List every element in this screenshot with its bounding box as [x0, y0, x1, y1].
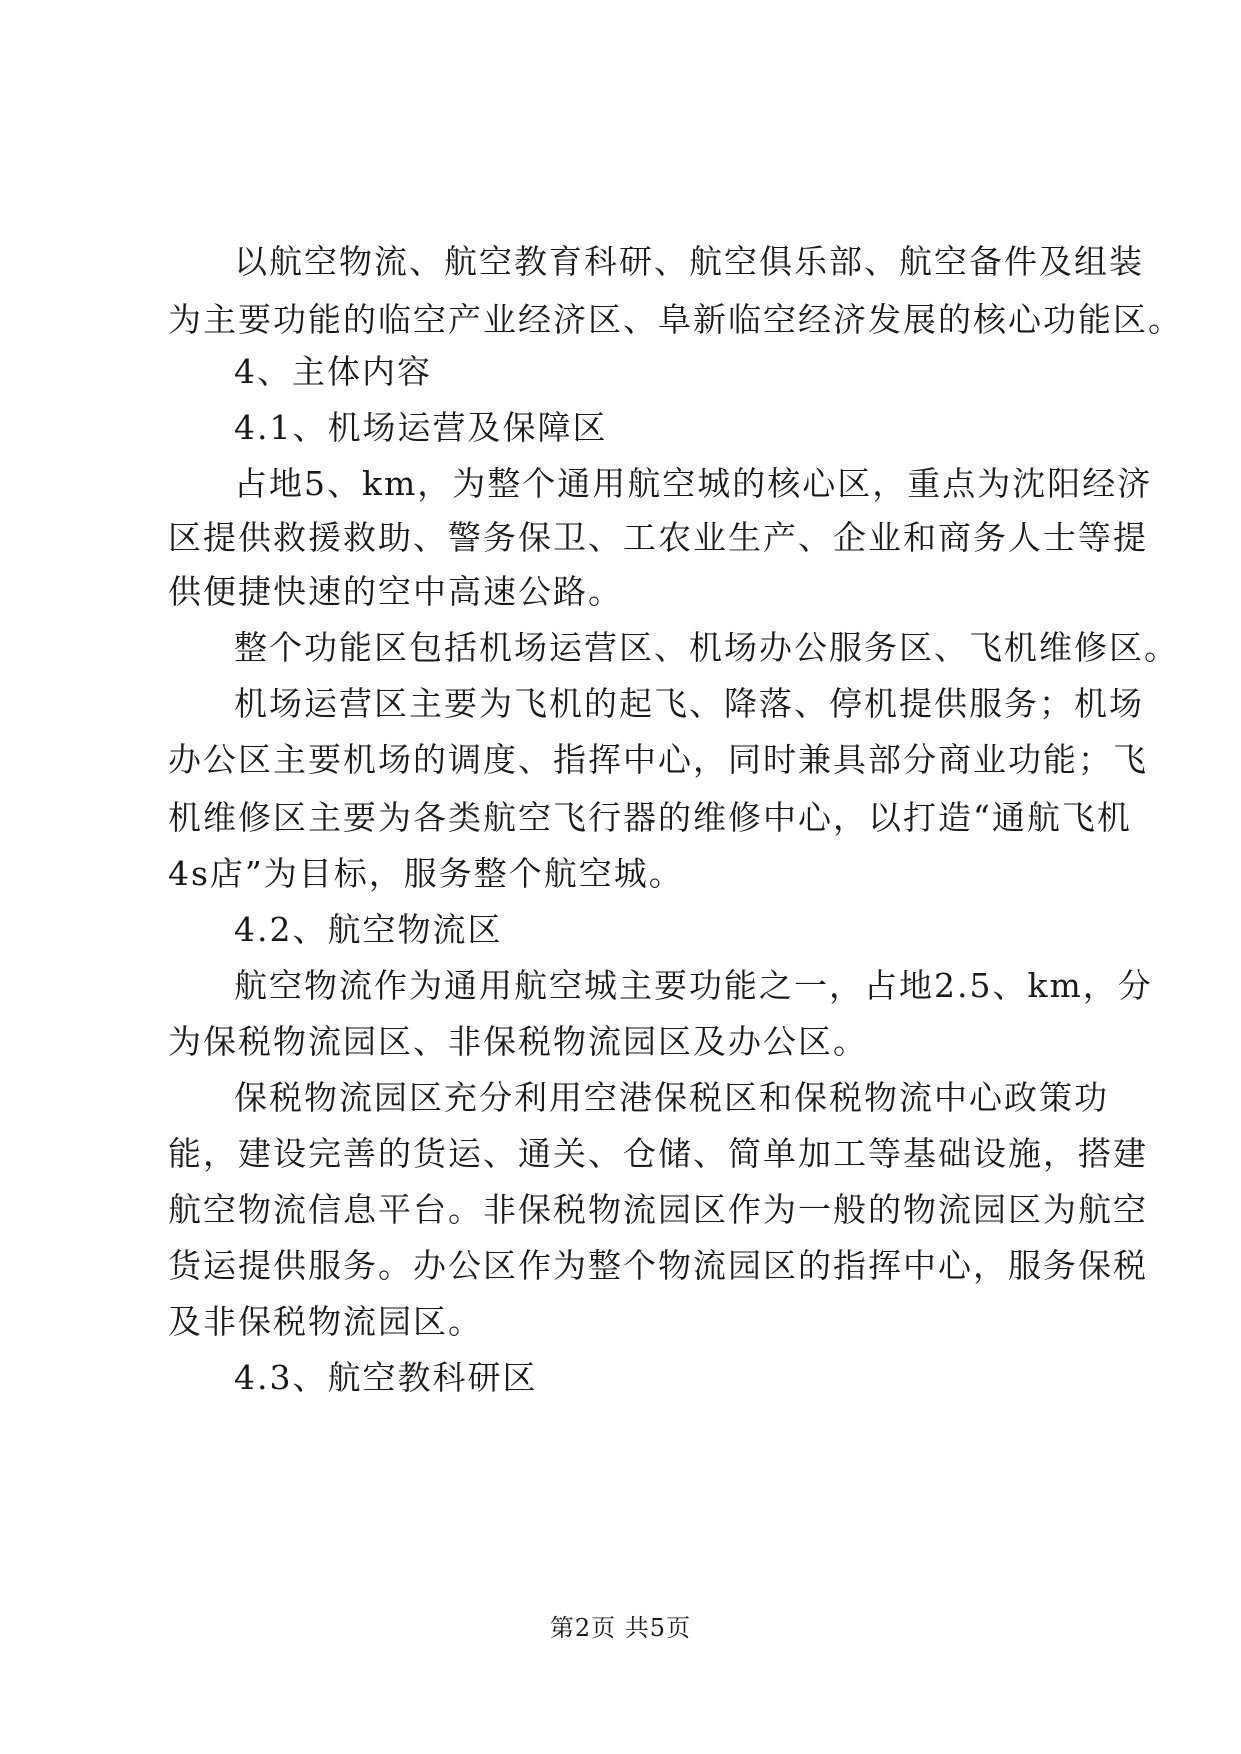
text-line: 4.2、航空物流区: [234, 910, 503, 949]
text-line: 办公区主要机场的调度、指挥中心，同时兼具部分商业功能；飞: [168, 740, 1148, 779]
text-line: 货运提供服务。办公区作为整个物流园区的指挥中心，服务保税: [168, 1246, 1148, 1285]
text-line: 航空物流作为通用航空城主要功能之一，占地2.5、km，分: [234, 966, 1153, 1005]
text-line: 为保税物流园区、非保税物流园区及办公区。: [168, 1022, 868, 1061]
text-line: 4.3、航空教科研区: [234, 1358, 538, 1397]
text-line: 占地5、km，为整个通用航空城的核心区，重点为沈阳经济: [234, 464, 1153, 503]
page-footer: 第2页 共5页: [549, 1614, 692, 1642]
text-line: 以航空物流、航空教育科研、航空俱乐部、航空备件及组装: [234, 242, 1144, 281]
text-line: 整个功能区包括机场运营区、机场办公服务区、飞机维修区。: [234, 628, 1179, 667]
text-line: 区提供救援救助、警务保卫、工农业生产、企业和商务人士等提: [168, 518, 1148, 557]
text-line: 及非保税物流园区。: [168, 1302, 483, 1341]
text-line: 机场运营区主要为飞机的起飞、降落、停机提供服务；机场: [234, 684, 1144, 723]
text-line: 供便捷快速的空中高速公路。: [168, 572, 623, 611]
text-line: 4.1、机场运营及保障区: [234, 408, 608, 447]
text-line: 航空物流信息平台。非保税物流园区作为一般的物流园区为航空: [168, 1190, 1148, 1229]
text-line: 保税物流园区充分利用空港保税区和保税物流中心政策功: [234, 1078, 1109, 1117]
text-line: 4、主体内容: [234, 352, 432, 391]
text-line: 机维修区主要为各类航空飞行器的维修中心，以打造“通航飞机: [168, 798, 1132, 837]
text-line: 为主要功能的临空产业经济区、阜新临空经济发展的核心功能区。: [168, 300, 1183, 339]
text-line: 4s店”为目标，服务整个航空城。: [168, 854, 684, 893]
text-line: 能，建设完善的货运、通关、仓储、简单加工等基础设施，搭建: [168, 1134, 1148, 1173]
